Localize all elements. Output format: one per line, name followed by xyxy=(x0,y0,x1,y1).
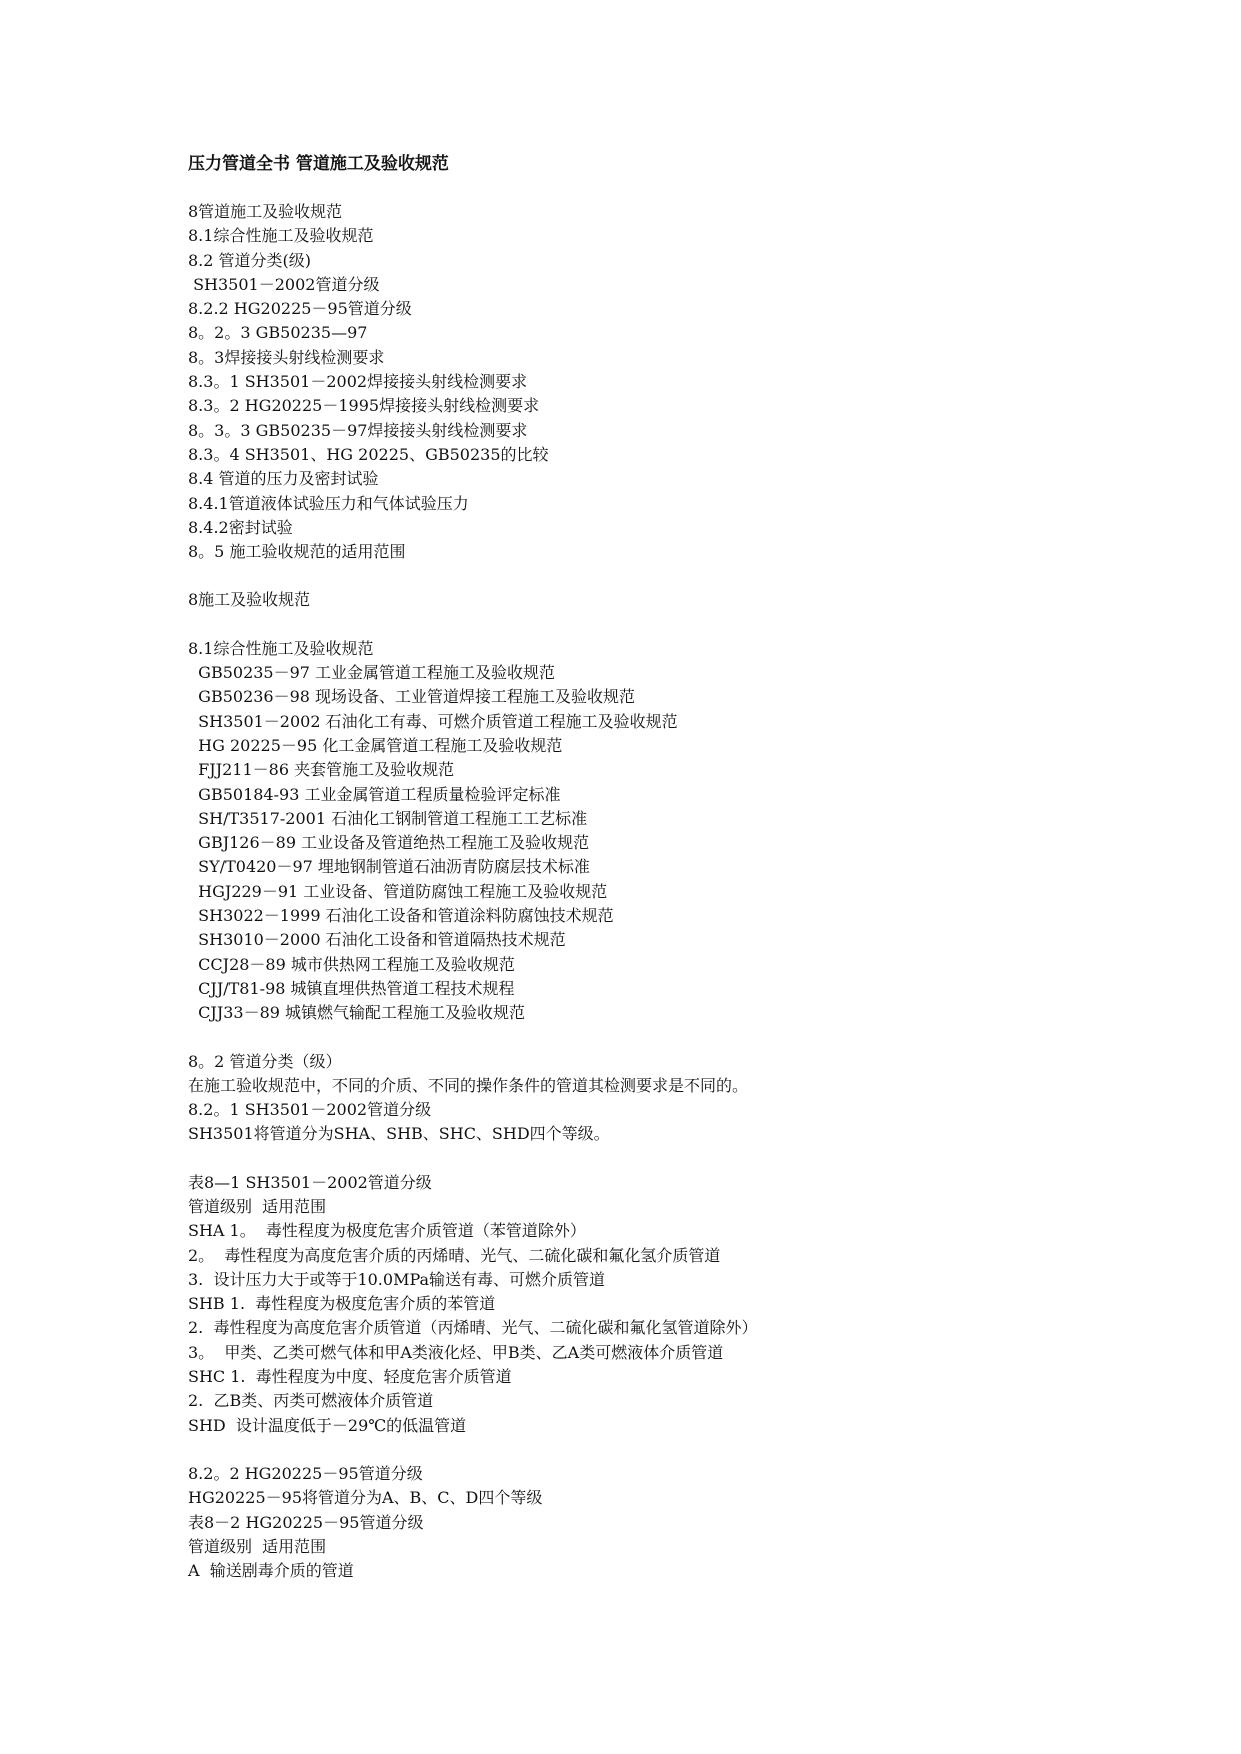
text-line: 2。 毒性程度为高度危害介质的丙烯晴、光气、二硫化碳和氟化氢介质管道 xyxy=(188,1245,721,1265)
text-line: 3。 甲类、乙类可燃气体和甲A类液化烃、甲B类、乙A类可燃液体介质管道 xyxy=(188,1342,724,1362)
document-blocks xyxy=(188,200,1168,1583)
text-line: SHA 1。 毒性程度为极度危害介质管道（苯管道除外） xyxy=(188,1221,586,1241)
text-line: 在施工验收规范中，不同的介质、不同的操作条件的管道其检测要求是不同的。 xyxy=(188,1075,749,1095)
text-line: A 输送剧毒介质的管道 xyxy=(188,1561,354,1581)
text-line: 8.4.1管道液体试验压力和气体试验压力 xyxy=(188,493,469,513)
text-line: 管道级别 适用范围 xyxy=(188,1196,327,1216)
text-line: 8.2 管道分类(级) xyxy=(188,250,312,270)
text-line: 8.3。4 SH3501、HG 20225、GB50235的比较 xyxy=(188,444,549,464)
text-block-section-8-2 xyxy=(188,1050,1168,1147)
text-line: SH3501－2002管道分级 xyxy=(188,274,380,294)
text-line: 8。2 管道分类（级） xyxy=(188,1051,342,1071)
text-line: 8。3焊接接头射线检测要求 xyxy=(188,347,385,367)
text-line: SH3010－2000 石油化工设备和管道隔热技术规范 xyxy=(188,930,566,950)
text-line: 8.1综合性施工及验收规范 xyxy=(188,226,374,246)
text-line: 表8－2 HG20225－95管道分级 xyxy=(188,1512,424,1532)
text-line: 8.4.2密封试验 xyxy=(188,517,293,537)
text-line: 8.1综合性施工及验收规范 xyxy=(188,638,374,658)
text-line: 8.4 管道的压力及密封试验 xyxy=(188,469,379,489)
text-line: 8.3。2 HG20225－1995焊接接头射线检测要求 xyxy=(188,396,540,416)
text-line: 8.2。2 HG20225－95管道分级 xyxy=(188,1463,423,1483)
text-line: CCJ28－89 城市供热网工程施工及验收规范 xyxy=(188,954,515,974)
text-line: HGJ229－91 工业设备、管道防腐蚀工程施工及验收规范 xyxy=(188,881,608,901)
text-line: 8.3。1 SH3501－2002焊接接头射线检测要求 xyxy=(188,372,528,392)
text-block-table-8-1 xyxy=(188,1171,1168,1438)
text-block-chapter-heading xyxy=(188,588,1168,612)
text-line: 8管道施工及验收规范 xyxy=(188,202,343,221)
text-line: HG20225－95将管道分为A、B、C、D四个等级 xyxy=(188,1488,543,1508)
text-line: GBJ126－89 工业设备及管道绝热工程施工及验收规范 xyxy=(188,833,590,853)
text-line: SH3501－2002 石油化工有毒、可燃介质管道工程施工及验收规范 xyxy=(188,711,678,731)
text-line: 8。5 施工验收规范的适用范围 xyxy=(188,542,406,562)
text-line: SY/T0420－97 埋地钢制管道石油沥青防腐层技术标准 xyxy=(188,857,590,877)
text-line: SH3501将管道分为SHA、SHB、SHC、SHD四个等级。 xyxy=(188,1124,610,1144)
text-line: 8。3。3 GB50235－97焊接接头射线检测要求 xyxy=(188,420,528,440)
text-line: SH3022－1999 石油化工设备和管道涂料防腐蚀技术规范 xyxy=(188,906,614,926)
text-line: 表8—1 SH3501－2002管道分级 xyxy=(188,1172,432,1192)
text-line: 2. 乙B类、丙类可燃液体介质管道 xyxy=(188,1391,434,1411)
text-line: 8.2.2 HG20225－95管道分级 xyxy=(188,299,412,319)
text-line: CJJ33－89 城镇燃气输配工程施工及验收规范 xyxy=(188,1003,526,1023)
document-body xyxy=(188,152,1168,1607)
text-line: SH/T3517-2001 石油化工钢制管道工程施工工艺标准 xyxy=(188,808,588,828)
text-line: SHC 1. 毒性程度为中度、轻度危害介质管道 xyxy=(188,1367,512,1387)
text-line: 管道级别 适用范围 xyxy=(188,1536,327,1556)
text-line: 2. 毒性程度为高度危害介质管道（丙烯晴、光气、二硫化碳和氟化氢管道除外） xyxy=(188,1318,758,1338)
text-line: 8.2。1 SH3501－2002管道分级 xyxy=(188,1100,432,1120)
text-line: GB50235－97 工业金属管道工程施工及验收规范 xyxy=(188,663,556,683)
text-line: FJJ211－86 夹套管施工及验收规范 xyxy=(188,760,455,780)
text-line: GB50184-93 工业金属管道工程质量检验评定标准 xyxy=(188,784,561,804)
document-title: 压力管道全书 管道施工及验收规范 xyxy=(188,154,449,174)
text-line: SHB 1. 毒性程度为极度危害介质的苯管道 xyxy=(188,1294,496,1314)
text-line: HG 20225－95 化工金属管道工程施工及验收规范 xyxy=(188,735,563,755)
text-line: 8施工及验收规范 xyxy=(188,590,311,610)
text-line: CJJ/T81-98 城镇直埋供热管道工程技术规程 xyxy=(188,978,515,998)
text-block-section-8-2-2 xyxy=(188,1462,1168,1583)
text-line: 3. 设计压力大于或等于10.0MPa输送有毒、可燃介质管道 xyxy=(188,1269,606,1289)
text-line: 8。2。3 GB50235—97 xyxy=(188,323,368,343)
text-line: SHD 设计温度低于－29℃的低温管道 xyxy=(188,1415,467,1435)
text-block-toc xyxy=(188,200,1168,564)
text-block-section-8-1 xyxy=(188,637,1168,1026)
text-line: GB50236－98 现场设备、工业管道焊接工程施工及验收规范 xyxy=(188,687,636,707)
